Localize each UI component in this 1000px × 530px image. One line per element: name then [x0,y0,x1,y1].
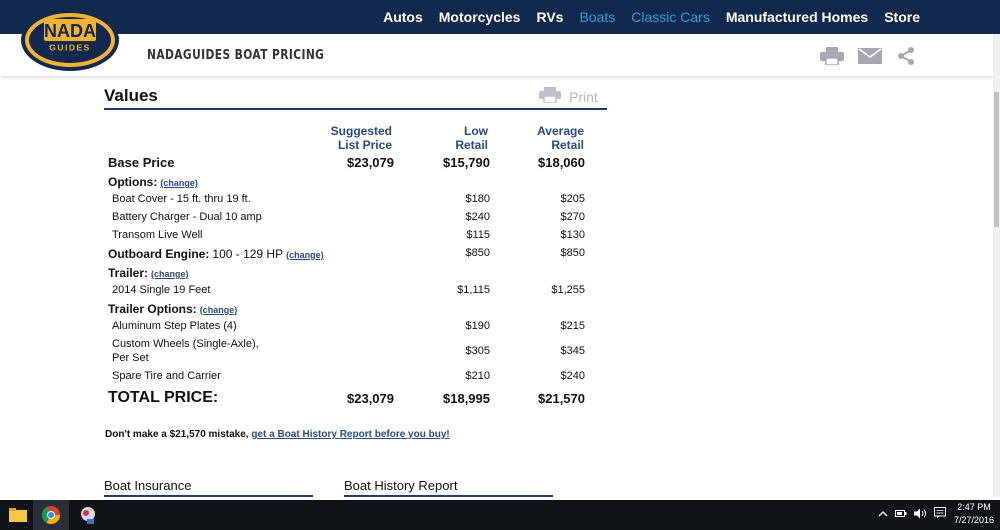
values-divider [104,108,607,110]
printer-icon[interactable] [820,47,844,70]
nav-store[interactable]: Store [884,9,920,25]
nav-classic-cars[interactable]: Classic Cars [631,9,710,25]
nav-motorcycles[interactable]: Motorcycles [438,9,521,25]
app-icon[interactable] [70,500,106,530]
main-nav [383,0,920,34]
trailer-heading: Trailer: (change) [108,266,189,280]
col-suggested-list-price: Suggested List Price [330,124,392,152]
trailer-options-heading: Trailer Options: (change) [108,302,238,316]
clock-date: 7/27/2016 [953,515,995,525]
table-row: Custom Wheels (Single-Axle), Per Set $305 $345 [112,338,585,364]
scrollbar-thumb[interactable] [994,92,999,227]
nav-manufactured-homes[interactable]: Manufactured Homes [725,9,869,25]
chrome-icon[interactable] [33,500,69,530]
table-row: Transom Live Well $115 $130 [112,229,585,241]
battery-icon[interactable] [895,509,907,521]
history-report-promo: Don't make a $21,570 mistake, get a Boat History Report before you buy! [105,429,450,440]
table-row: Aluminum Step Plates (4) $190 $215 [112,320,585,332]
nada-guides-logo[interactable] [20,6,120,72]
col-low-retail: Low Retail [455,124,488,152]
page-subtitle: NADAGUIDES BOAT PRICING [147,48,325,63]
volume-icon[interactable] [914,508,927,522]
change-trailer-options-link[interactable]: (change) [199,305,238,315]
row-base-price: Base Price $23,079 $15,790 $18,060 [108,155,585,170]
logo-text-nada: NADA [44,21,96,41]
table-row: 2014 Single 19 Feet $1,115 $1,255 [112,284,585,296]
nav-boats[interactable]: Boats [579,9,616,25]
share-icon[interactable] [896,46,916,71]
table-row: Boat Cover - 15 ft. thru 19 ft. $180 $205 [112,193,585,205]
options-heading: Options: (change) [108,175,198,189]
table-row: Battery Charger - Dual 10 amp $240 $270 [112,211,585,223]
printer-icon [539,87,561,106]
nav-rvs[interactable]: RVs [536,9,564,25]
file-explorer-icon[interactable] [0,500,36,530]
system-tray [878,507,946,522]
change-trailer-link[interactable]: (change) [151,269,189,279]
insurance-divider [104,495,313,497]
print-label: Print [569,88,598,105]
print-link[interactable] [539,87,598,106]
email-icon[interactable] [858,48,882,69]
history-report-link[interactable]: get a Boat History Report before you buy! [251,429,450,440]
row-outboard-engine: Outboard Engine: 100 - 129 HP (change) $850 $850 [108,247,585,261]
change-options-link[interactable]: (change) [160,178,198,188]
change-engine-link[interactable]: (change) [286,250,324,260]
notification-icon[interactable] [934,507,946,522]
col-average-retail: Average Retail [537,124,584,152]
table-row: Spare Tire and Carrier $210 $240 [112,370,585,382]
boat-history-heading[interactable]: Boat History Report [344,478,458,493]
logo-text-guides: GUIDES [49,42,91,53]
values-heading: Values [104,86,158,105]
row-total-price: TOTAL PRICE: $23,079 $18,995 $21,570 [108,389,585,406]
nav-autos[interactable]: Autos [383,9,423,25]
history-divider [344,495,553,497]
taskbar-clock[interactable] [950,501,998,527]
header-actions [820,46,916,71]
clock-time: 2:47 PM [957,502,991,512]
windows-taskbar [0,500,1000,530]
chevron-up-icon[interactable] [878,509,888,520]
boat-insurance-heading[interactable]: Boat Insurance [104,478,192,493]
